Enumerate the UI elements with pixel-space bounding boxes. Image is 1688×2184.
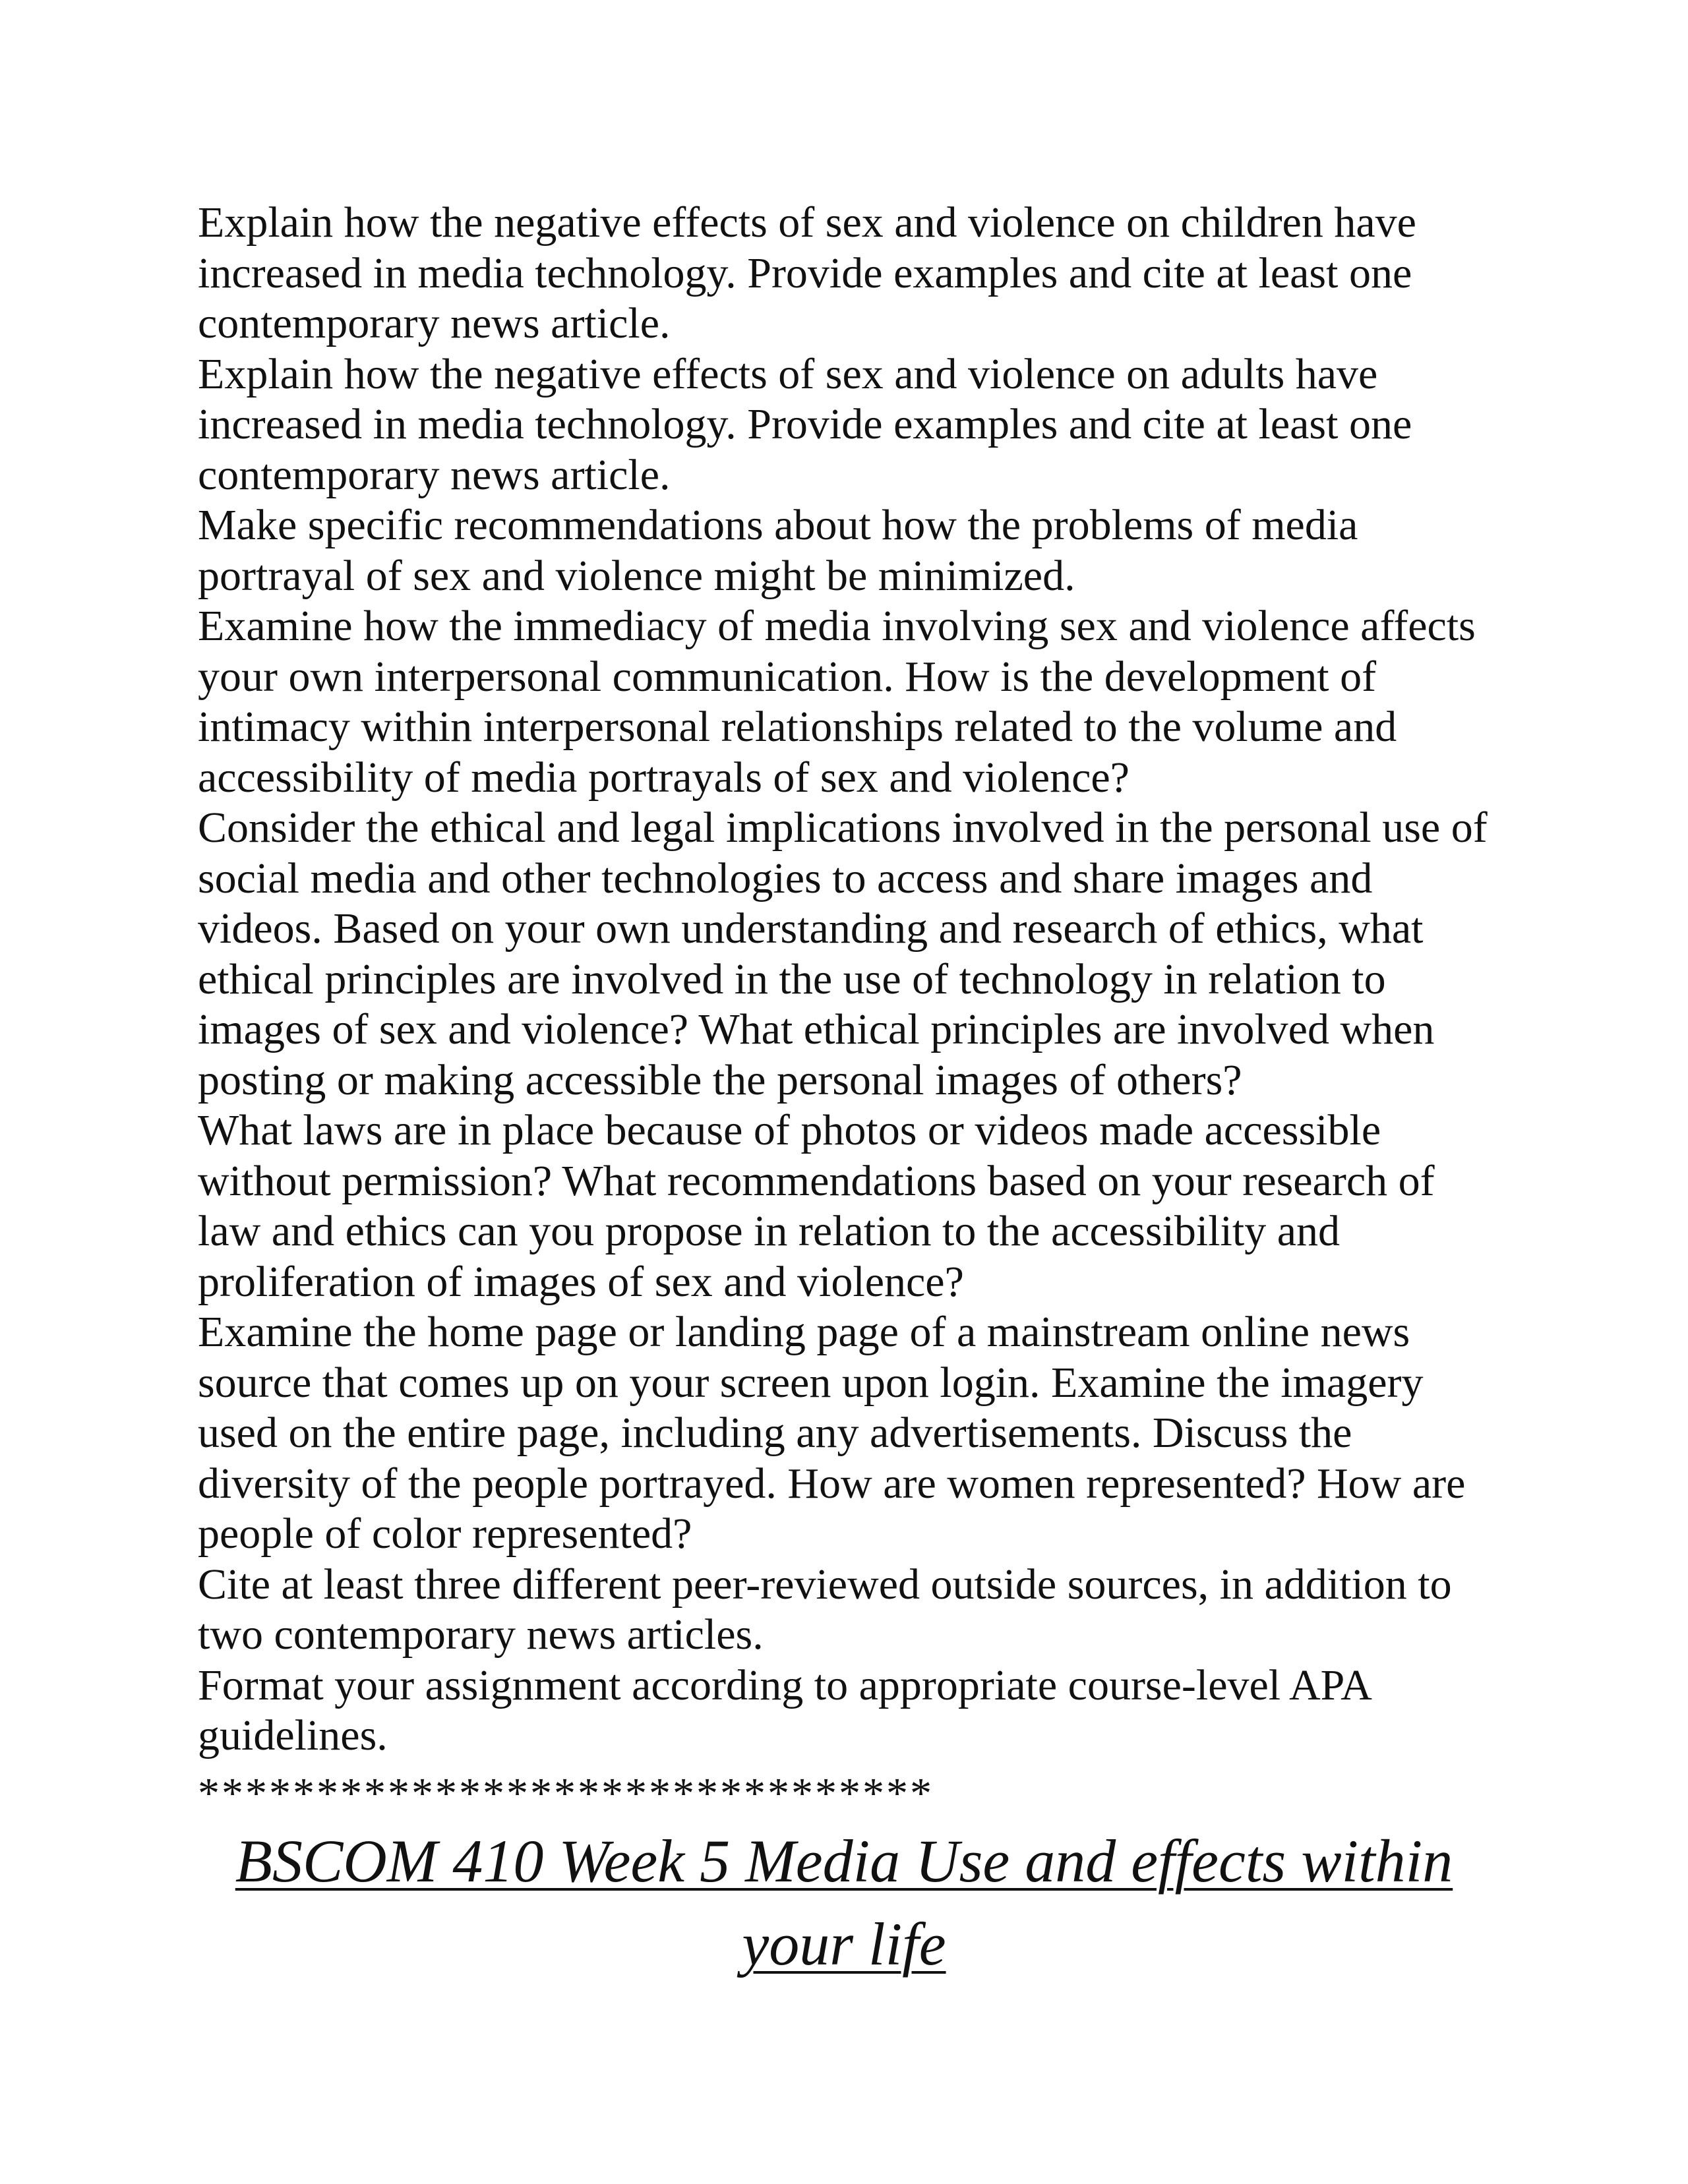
paragraph-news-source: Examine the home page or landing page of a mainstream online news source that comes up on your screen upon login. Examine the imagery used on the entire page, including any advertisements. Discuss the diversity of the people portrayed. How are women represented? How are people of color represented? xyxy=(198,1308,1466,1558)
paragraph-sources: Cite at least three different peer-reviewed outside sources, in addition to two contemporary news articles. xyxy=(198,1560,1452,1659)
paragraph-recommendations: Make specific recommendations about how the problems of media portrayal of sex and violence might be minimized. xyxy=(198,501,1358,600)
paragraph-format: Format your assignment according to appropriate course-level APA guidelines. xyxy=(198,1661,1370,1759)
footer-title-link[interactable]: BSCOM 410 Week 5 Media Use and effects within your life xyxy=(235,1827,1453,1978)
paragraph-laws: What laws are in place because of photos or videos made accessible without permission? What recommendations based on your research of law and ethics can you propose in relation to the accessibility and proliferation of images of sex and violence? xyxy=(198,1106,1435,1306)
paragraph-children-effects: Explain how the negative effects of sex and violence on children have increased in media technology. Provide examples and cite at least one contemporary news article. xyxy=(198,198,1416,347)
paragraph-adult-effects: Explain how the negative effects of sex and violence on adults have increased in media technology. Provide examples and cite at least one contemporary news article. xyxy=(198,349,1412,499)
paragraph-ethics: Consider the ethical and legal implications involved in the personal use of social media and other technologies to access and share images and videos. Based on your own understanding and research of ethics, what ethical principles are involved in the use of technology in relation to images of sex and violence? What ethical principles are involved when posting or making accessible the personal images of others? xyxy=(198,804,1488,1104)
asterisk-separator: ******************************* xyxy=(198,1769,934,1817)
paragraph-interpersonal: Examine how the immediacy of media involving sex and violence affects your own interpersonal communication. How is the development of intimacy within interpersonal relationships related to the volume and accessibility of media portrayals of sex and violence? xyxy=(198,602,1476,802)
assignment-instructions xyxy=(198,198,1490,1761)
